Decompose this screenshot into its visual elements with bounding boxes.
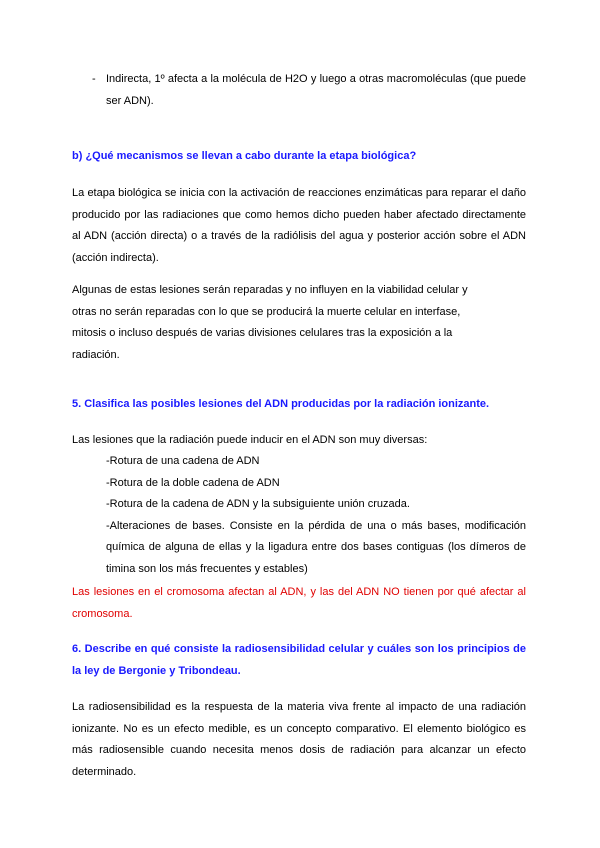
heading-b: b) ¿Qué mecanismos se llevan a cabo durante la etapa biológica?: [72, 150, 417, 162]
list-item: -Alteraciones de bases. Consiste en la pérdida de una o más bases, modificación química de alguna de ellas y la ligadura entre dos bases contiguas (los dímeros de timina son los más frecuentes y estables): [106, 519, 526, 575]
heading-6: 6. Describe en qué consiste la radiosensibilidad celular y cuáles son los principios de la ley de Bergonie y Tribondeau.: [72, 643, 526, 677]
list-item: -Rotura de la doble cadena de ADN: [106, 476, 280, 489]
list-item: -Rotura de una cadena de ADN: [106, 455, 260, 467]
text-line: mitosis o incluso después de varias divisiones celulares tras la exposición a la: [72, 327, 453, 339]
text-line: otras no serán reparadas con lo que se producirá la muerte celular en interfase,: [72, 305, 461, 318]
list-dash: -: [92, 73, 96, 85]
lesion-list: [106, 451, 526, 580]
paragraph-etapa-biologica: La etapa biológica se inicia con la activación de reacciones enzimáticas para reparar el daño producido por las radiaciones que como hemos dicho pueden haber afectado directamente al ADN (acción directa) o a través de la radiólisis del agua y posterior acción sobre el ADN (acción indirecta).: [72, 187, 526, 264]
text-line: radiación.: [72, 348, 120, 361]
paragraph-intro-lesiones: Las lesiones que la radiación puede inducir en el ADN son muy diversas:: [72, 434, 428, 446]
list-item: -Rotura de la cadena de ADN y la subsiguiente unión cruzada.: [106, 498, 410, 510]
paragraph-lesiones-reparadas: [72, 280, 532, 366]
note-cromosoma: Las lesiones en el cromosoma afectan al ADN, y las del ADN NO tienen por qué afectar al cromosoma.: [72, 586, 526, 620]
paragraph-radiosensibilidad: La radiosensibilidad es la respuesta de la materia viva frente al impacto de una radiación ionizante. No es un efecto medible, es un concepto comparativo. El elemento biológico es más radiosensible cuando necesita menos dosis de radiación para alcanzar un efecto determinado.: [72, 701, 526, 778]
heading-5: 5. Clasifica las posibles lesiones del ADN producidas por la radiación ionizante.: [72, 398, 490, 410]
text-line: Algunas de estas lesiones serán reparadas y no influyen en la viabilidad celular y: [72, 284, 468, 296]
indirect-action-item: Indirecta, 1º afecta a la molécula de H2O y luego a otras macromoléculas (que puede ser ADN).: [106, 73, 526, 107]
